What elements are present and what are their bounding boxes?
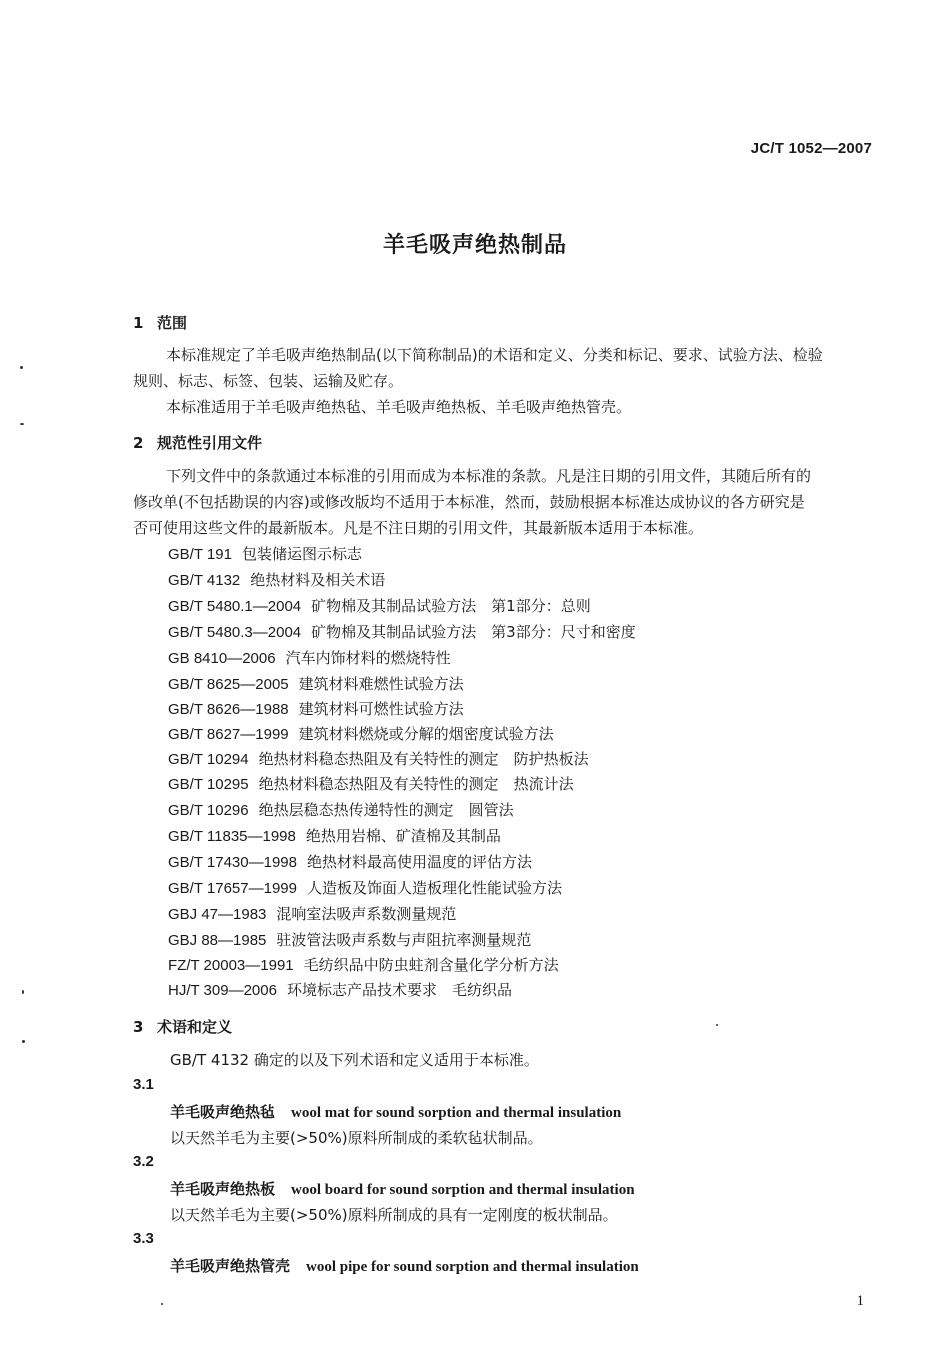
- term-number: 3.3: [133, 1230, 154, 1247]
- reference-item: [168, 929, 531, 950]
- scan-speck: [716, 1024, 718, 1026]
- reference-code: GB/T 5480.1—2004: [168, 598, 302, 615]
- reference-name: 包装储运图示标志: [241, 545, 362, 563]
- reference-name: 建筑材料燃烧或分解的烟密度试验方法: [298, 725, 554, 743]
- paragraph-line: 否可使用这些文件的最新版本。凡是不注日期的引用文件，其最新版本适用于本标准。: [133, 519, 704, 537]
- reference-name: 建筑材料难燃性试验方法: [298, 675, 464, 693]
- reference-item: [168, 903, 456, 924]
- section-number: 1: [133, 314, 144, 332]
- reference-name: 混响室法吸声系数测量规范: [276, 905, 457, 923]
- section-number: 2: [133, 434, 144, 452]
- reference-item: [168, 954, 559, 975]
- reference-name: 绝热层稳态热传递特性的测定 圆管法: [258, 801, 514, 819]
- reference-item: [168, 647, 451, 668]
- scan-speck: [161, 1303, 163, 1305]
- term-definition: 以天然羊毛为主要(>50%)原料所制成的具有一定刚度的板状制品。: [170, 1206, 618, 1224]
- reference-code: HJ/T 309—2006: [168, 982, 277, 999]
- reference-item: [168, 673, 464, 694]
- term-en: wool board for sound sorption and thermal insulation: [291, 1182, 635, 1198]
- reference-item: [168, 825, 501, 846]
- reference-code: GB 8410—2006: [168, 650, 276, 667]
- paragraph-line: GB/T 4132 确定的以及下列术语和定义适用于本标准。: [170, 1051, 539, 1069]
- page-number: 1: [856, 1293, 864, 1309]
- reference-code: GB/T 17657—1999: [168, 880, 297, 897]
- reference-item: [168, 851, 532, 872]
- paragraph-line: 修改单(不包括勘误的内容)或修改版均不适用于本标准，然而，鼓励根据本标准达成协议的各方研究是: [133, 493, 805, 511]
- section-2-heading: [133, 432, 262, 453]
- reference-code: GB/T 10294: [168, 751, 249, 768]
- reference-code: GB/T 5480.3—2004: [168, 624, 302, 641]
- term-en: wool pipe for sound sorption and thermal insulation: [306, 1259, 639, 1275]
- reference-name: 矿物棉及其制品试验方法 第3部分：尺寸和密度: [311, 623, 636, 641]
- reference-name: 绝热材料及相关术语: [250, 571, 386, 589]
- reference-name: 绝热材料稳态热阻及有关特性的测定 热流计法: [258, 775, 574, 793]
- reference-code: GB/T 4132: [168, 572, 241, 589]
- reference-name: 绝热用岩棉、矿渣棉及其制品: [305, 827, 501, 845]
- reference-code: GB/T 191: [168, 546, 232, 563]
- section-title: 术语和定义: [157, 1018, 233, 1036]
- scan-speck: [22, 1040, 25, 1043]
- reference-item: [168, 877, 562, 898]
- reference-code: GB/T 10296: [168, 802, 249, 819]
- reference-name: 建筑材料可燃性试验方法: [298, 700, 464, 718]
- section-1-heading: [133, 312, 187, 333]
- reference-item: [168, 698, 464, 719]
- reference-item: [168, 773, 574, 794]
- reference-code: FZ/T 20003—1991: [168, 957, 294, 974]
- term-number: 3.1: [133, 1076, 154, 1093]
- term-zh: 羊毛吸声绝热毡: [170, 1103, 276, 1121]
- reference-name: 环境标志产品技术要求 毛纺织品: [286, 981, 512, 999]
- section-title: 规范性引用文件: [157, 434, 263, 452]
- term-title: [170, 1101, 621, 1122]
- reference-item: [168, 799, 514, 820]
- reference-item: [168, 723, 554, 744]
- reference-name: 驻波管法吸声系数与声阻抗率测量规范: [276, 931, 532, 949]
- term-zh: 羊毛吸声绝热管壳: [170, 1257, 291, 1275]
- section-3-heading: [133, 1016, 232, 1037]
- scan-speck: [20, 366, 23, 369]
- section-title: 范围: [157, 314, 188, 332]
- paragraph-line: 本标准适用于羊毛吸声绝热毡、羊毛吸声绝热板、羊毛吸声绝热管壳。: [166, 398, 632, 416]
- reference-code: GBJ 47—1983: [168, 906, 267, 923]
- term-title: [170, 1178, 635, 1199]
- reference-code: GB/T 10295: [168, 776, 249, 793]
- term-zh: 羊毛吸声绝热板: [170, 1180, 276, 1198]
- term-en: wool mat for sound sorption and thermal insulation: [291, 1105, 622, 1121]
- scan-speck: [22, 990, 24, 994]
- scan-speck: [20, 423, 24, 425]
- reference-name: 人造板及饰面人造板理化性能试验方法: [306, 879, 562, 897]
- reference-item: [168, 569, 385, 590]
- term-number: 3.2: [133, 1153, 154, 1170]
- reference-item: [168, 621, 636, 642]
- paragraph-line: 下列文件中的条款通过本标准的引用而成为本标准的条款。凡是注日期的引用文件，其随后所有的: [166, 467, 812, 485]
- term-title: [170, 1255, 639, 1276]
- document-title: 羊毛吸声绝热制品: [382, 233, 567, 258]
- reference-name: 汽车内饰材料的燃烧特性: [285, 649, 451, 667]
- reference-code: GB/T 8627—1999: [168, 726, 289, 743]
- reference-code: GB/T 8625—2005: [168, 676, 289, 693]
- section-number: 3: [133, 1018, 144, 1036]
- reference-name: 绝热材料最高使用温度的评估方法: [306, 853, 532, 871]
- reference-code: GBJ 88—1985: [168, 932, 267, 949]
- reference-name: 矿物棉及其制品试验方法 第1部分：总则: [311, 597, 591, 615]
- reference-item: [168, 748, 589, 769]
- reference-name: 毛纺织品中防虫蛀剂含量化学分析方法: [303, 956, 559, 974]
- paragraph-line: 规则、标志、标签、包装、运输及贮存。: [133, 372, 404, 390]
- term-definition: 以天然羊毛为主要(>50%)原料所制成的柔软毡状制品。: [170, 1129, 543, 1147]
- standard-code: JC/T 1052—2007: [750, 140, 872, 157]
- reference-item: [168, 543, 362, 564]
- reference-code: GB/T 17430—1998: [168, 854, 297, 871]
- reference-code: GB/T 8626—1988: [168, 701, 289, 718]
- reference-item: [168, 595, 591, 616]
- reference-name: 绝热材料稳态热阻及有关特性的测定 防护热板法: [258, 750, 589, 768]
- reference-item: [168, 979, 512, 1000]
- reference-code: GB/T 11835—1998: [168, 828, 296, 845]
- paragraph-line: 本标准规定了羊毛吸声绝热制品(以下简称制品)的术语和定义、分类和标记、要求、试验方法、检验: [166, 346, 823, 364]
